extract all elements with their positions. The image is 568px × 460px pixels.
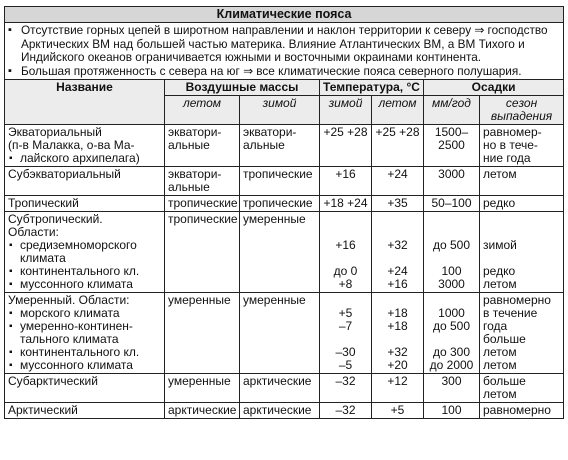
region-name [5, 293, 165, 374]
subheader-t-winter: зимой [320, 96, 372, 125]
cell-line: +25 +28 [375, 125, 420, 139]
cell-line: 2500 [438, 138, 465, 152]
air-mass-summer [165, 125, 240, 167]
temp-winter [320, 196, 372, 212]
cell-line: +8 [338, 277, 353, 291]
cell-line: летом [483, 358, 517, 372]
cell-line: ▪ муссонного климата [8, 359, 161, 372]
temp-summer [372, 293, 424, 374]
cell-line: тропические [243, 196, 313, 210]
table-row [5, 374, 564, 403]
precip-season [480, 374, 564, 403]
cell-line: +24 [387, 264, 408, 278]
temp-summer [372, 196, 424, 212]
cell-line: Тропический [8, 196, 79, 210]
cell-line: Области: [8, 225, 59, 239]
cell-line: летом [483, 167, 517, 181]
cell-line: равномерно [483, 293, 551, 307]
region-name [5, 196, 165, 212]
cell-line: ние года [483, 151, 531, 165]
cell-line: редко [483, 196, 516, 210]
cell-line [483, 213, 560, 226]
precip-mm [424, 374, 480, 403]
temp-winter [320, 212, 372, 293]
air-mass-summer [165, 167, 240, 196]
cell-line: редко [483, 264, 516, 278]
cell-line: 1000 [438, 306, 465, 320]
table-title: Климатические пояса [5, 7, 564, 23]
header-precipitation: Осадки [424, 80, 564, 96]
cell-line [323, 213, 368, 226]
region-name [5, 125, 165, 167]
cell-line: ▪ континентального кл. [8, 346, 161, 359]
cell-line: летом [483, 277, 517, 291]
precip-mm [424, 196, 480, 212]
intro-note: ▪ Большая протяженность с севера на юг ⇒ все климатические пояса северного полушария. [8, 65, 560, 79]
cell-line: +18 [387, 319, 408, 333]
cell-line: экватори- [168, 167, 222, 181]
header-name: Название [5, 80, 165, 125]
cell-line: года [483, 319, 508, 333]
region-name [5, 212, 165, 293]
intro-notes [5, 23, 564, 80]
region-name [5, 403, 165, 419]
cell-line [427, 213, 476, 226]
cell-line: арктические [168, 403, 237, 417]
intro-note: ▪ Отсутствие горных цепей в широтном направлении и наклон территории к северу ⇒ господство Арктических ВМ над большей частью материка. Влияние Атлантических ВМ, а ВМ Тихого и Индийского океанов ограничивается южными и восточными окраинами континента. [8, 24, 560, 65]
precip-season [480, 196, 564, 212]
cell-line: больше [483, 332, 526, 346]
precip-season [480, 125, 564, 167]
cell-line: +25 +28 [323, 125, 368, 139]
cell-line: +20 [387, 358, 408, 372]
subheader-season: сезон выпадения [480, 96, 564, 125]
cell-line: ▪ лайского архипелага) [8, 152, 161, 165]
cell-line: 1500– [434, 125, 469, 139]
header-temperature: Температура, °С [320, 80, 424, 96]
temp-summer [372, 403, 424, 419]
cell-line: умеренные [168, 374, 231, 388]
cell-line: ▪ морского климата [8, 307, 161, 320]
precip-season [480, 403, 564, 419]
cell-line: экватори- [168, 125, 222, 139]
cell-line: 100 [441, 264, 462, 278]
cell-line: 300 [441, 374, 462, 388]
cell-line: до 0 [333, 264, 358, 278]
table-row [5, 167, 564, 196]
cell-line: +5 [338, 306, 353, 320]
climate-belts-table [4, 6, 564, 419]
cell-line: –7 [338, 319, 353, 333]
cell-line: +35 [387, 196, 408, 210]
cell-line: +32 [387, 345, 408, 359]
cell-line: Арктический [8, 403, 78, 417]
temp-winter [320, 167, 372, 196]
temp-winter [320, 293, 372, 374]
precip-season [480, 167, 564, 196]
cell-line: умеренные [243, 212, 306, 226]
cell-line: тального климата [20, 332, 119, 346]
cell-line: +16 [335, 238, 356, 252]
cell-line: +32 [387, 238, 408, 252]
cell-line: тропические [168, 212, 238, 226]
subheader-am-summer: летом [165, 96, 240, 125]
cell-line: Умеренный. Области: [8, 293, 130, 307]
cell-line: ▪ муссонного климата [8, 278, 161, 291]
cell-line: 3000 [438, 277, 465, 291]
cell-line: равномер- [483, 125, 542, 139]
cell-line: летом [483, 387, 517, 401]
cell-line: –32 [335, 403, 356, 417]
cell-line: тропические [243, 167, 313, 181]
cell-line: ▪ умеренно-континен- [8, 320, 161, 333]
temp-summer [372, 167, 424, 196]
cell-line: +5 [390, 403, 405, 417]
cell-line: Субарктический [8, 374, 98, 388]
cell-line: в течение [483, 306, 538, 320]
cell-line: до 500 [432, 319, 471, 333]
table-row [5, 196, 564, 212]
cell-line: –30 [335, 345, 356, 359]
temp-winter [320, 374, 372, 403]
precip-season [480, 293, 564, 374]
table-row [5, 403, 564, 419]
cell-line: альные [243, 138, 285, 152]
cell-line: ▪ средиземноморского [8, 239, 161, 252]
table-row [5, 212, 564, 293]
cell-line: климата [20, 251, 66, 265]
air-mass-winter [240, 196, 320, 212]
cell-line: +16 [335, 167, 356, 181]
precip-mm [424, 403, 480, 419]
air-mass-summer [165, 196, 240, 212]
cell-line: +16 [387, 277, 408, 291]
temp-summer [372, 374, 424, 403]
header-air-masses: Воздушные массы [165, 80, 320, 96]
cell-line: больше [483, 374, 526, 388]
temp-winter [320, 403, 372, 419]
region-name [5, 374, 165, 403]
cell-line: 100 [441, 403, 462, 417]
cell-line: до 500 [432, 238, 471, 252]
table-row [5, 293, 564, 374]
precip-mm [424, 125, 480, 167]
table-body [5, 125, 564, 419]
precip-mm [424, 167, 480, 196]
air-mass-winter [240, 167, 320, 196]
precip-season [480, 212, 564, 293]
cell-line: умеренные [243, 293, 306, 307]
cell-line [375, 213, 420, 226]
cell-line: +18 [387, 306, 408, 320]
cell-line: арктические [243, 403, 312, 417]
cell-line: ▪ континентального кл. [8, 265, 161, 278]
subheader-am-winter: зимой [240, 96, 320, 125]
air-mass-winter [240, 403, 320, 419]
cell-line: 50–100 [431, 196, 472, 210]
cell-line: 3000 [438, 167, 465, 181]
cell-line: но в тече- [483, 138, 538, 152]
air-mass-winter [240, 374, 320, 403]
cell-line: умеренные [168, 293, 231, 307]
cell-line: альные [168, 138, 210, 152]
cell-line: летом [483, 345, 517, 359]
air-mass-winter [240, 293, 320, 374]
cell-line: тропические [168, 196, 238, 210]
cell-line: до 2000 [429, 358, 474, 372]
cell-line: зимой [483, 238, 517, 252]
air-mass-summer [165, 212, 240, 293]
cell-line: арктические [243, 374, 312, 388]
cell-line: +24 [387, 167, 408, 181]
subheader-mm-year: мм/год [424, 96, 480, 125]
temp-winter [320, 125, 372, 167]
table-row [5, 125, 564, 167]
precip-mm [424, 212, 480, 293]
air-mass-winter [240, 125, 320, 167]
cell-line: экватори- [243, 125, 297, 139]
cell-line: Субтропический. [8, 212, 103, 226]
air-mass-summer [165, 403, 240, 419]
cell-line: –32 [335, 374, 356, 388]
region-name [5, 167, 165, 196]
temp-summer [372, 212, 424, 293]
air-mass-winter [240, 212, 320, 293]
cell-line: Субэкваториальный [8, 167, 121, 181]
subheader-t-summer: летом [372, 96, 424, 125]
cell-line: –5 [338, 358, 353, 372]
air-mass-summer [165, 374, 240, 403]
temp-summer [372, 125, 424, 167]
cell-line: +18 +24 [323, 196, 368, 210]
air-mass-summer [165, 293, 240, 374]
cell-line: +12 [387, 374, 408, 388]
cell-line: Экваториальный [8, 125, 102, 139]
cell-line: равномерно [483, 403, 551, 417]
cell-line: (п-в Малакка, о-ва Ма- [8, 138, 135, 152]
cell-line: альные [168, 180, 210, 194]
precip-mm [424, 293, 480, 374]
cell-line: до 300 [432, 345, 471, 359]
